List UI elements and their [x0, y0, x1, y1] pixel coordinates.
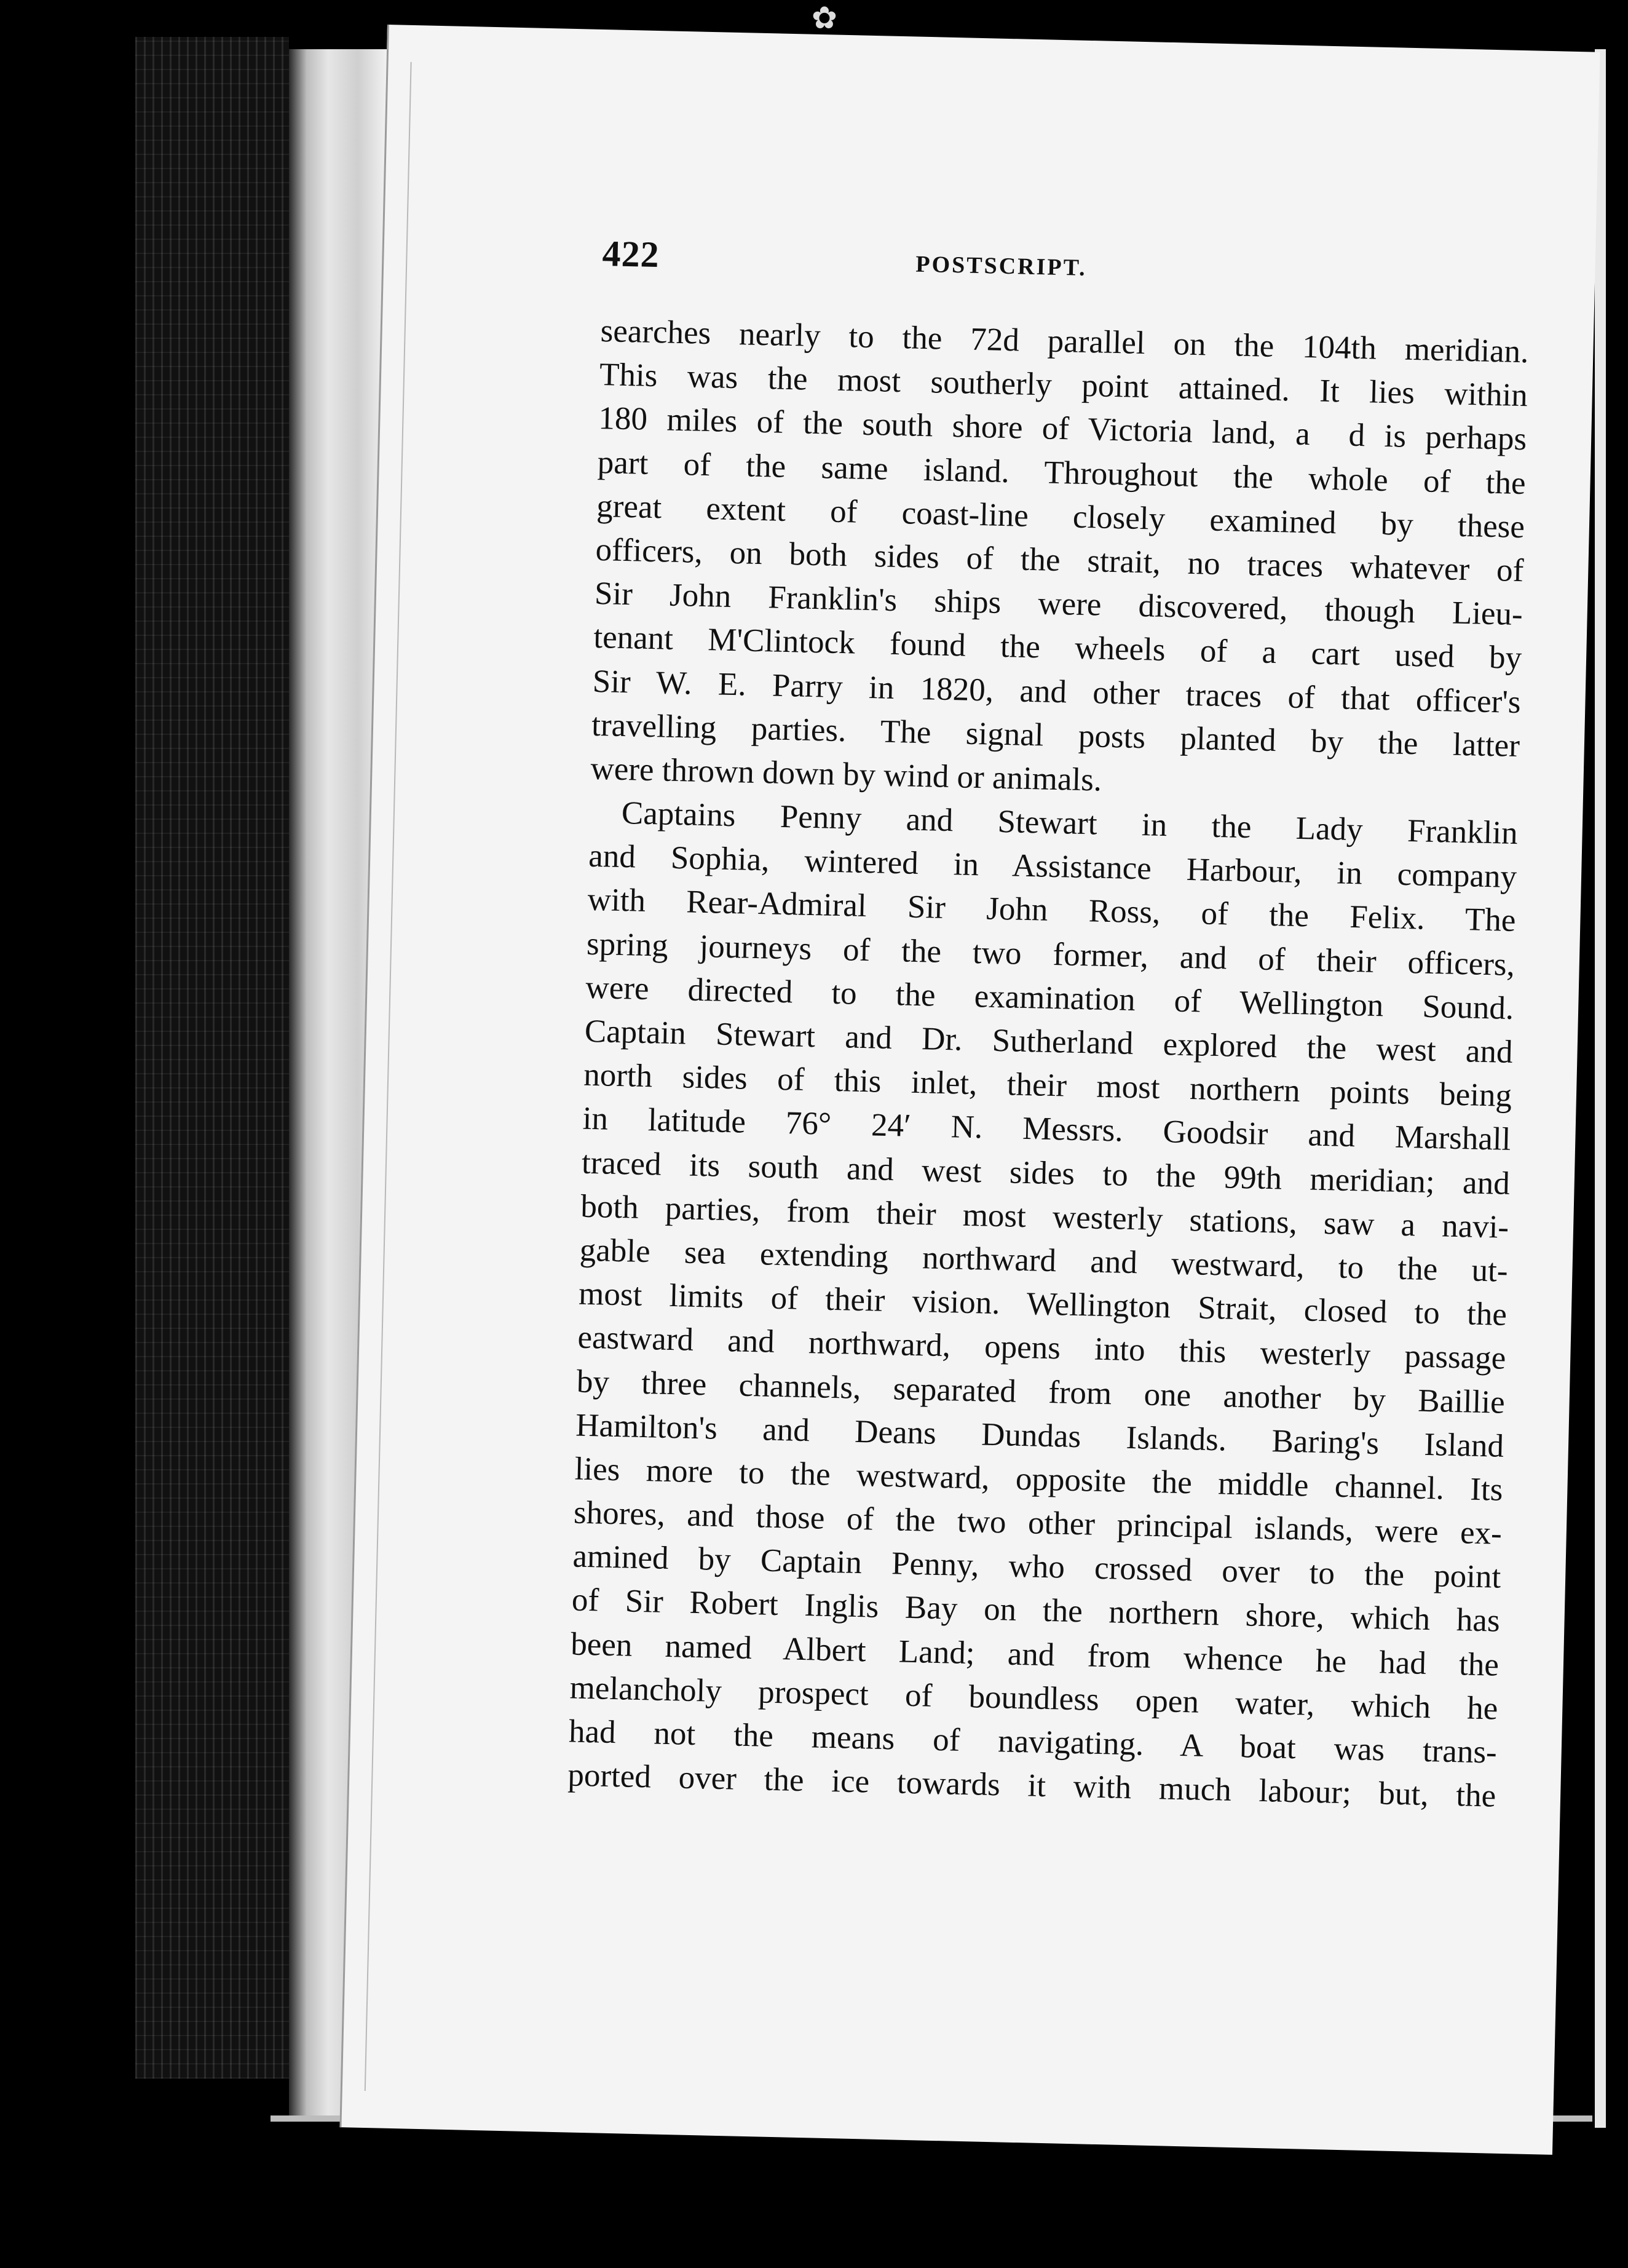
text-line: eastward and northward, opens into this westerly passage — [577, 1319, 1506, 1377]
page-right-edge — [1592, 49, 1606, 2128]
text-line: part of the same island. Throughout the whole of the — [597, 444, 1527, 501]
text-line: melancholy prospect of boundless open water, which he — [569, 1670, 1498, 1727]
text-line: Captains Penny and Stewart in the Lady Franklin — [621, 795, 1519, 852]
text-line: both parties, from their most westerly stations, saw a navi- — [580, 1188, 1509, 1245]
text-line: This was the most southerly point attained. It lies within — [599, 357, 1528, 414]
text-line: travelling parties. The signal posts planted by the latter — [591, 707, 1520, 764]
text-line: Captain Stewart and Dr. Sutherland explored the west and — [584, 1013, 1514, 1070]
printed-page — [339, 25, 1600, 2155]
text-line: had not the means of navigating. A boat was trans- — [568, 1713, 1498, 1770]
text-line: Sir John Franklin's ships were discovered, though Lieu- — [594, 576, 1523, 633]
text-line: officers, on both sides of the strait, no traces whatever of — [595, 531, 1524, 589]
text-line: by three channels, separated from one another by Baillie — [576, 1363, 1506, 1421]
page-number: 422 — [601, 233, 660, 276]
text-line: shores, and those of the two other principal islands, were ex- — [573, 1494, 1503, 1552]
body-text — [567, 309, 1530, 1818]
text-line: were thrown down by wind or animals. — [590, 750, 1102, 798]
text-line: tenant M'Clintock found the wheels of a cart used by — [593, 619, 1522, 676]
text-line: gable sea extending northward and westward, to the ut- — [579, 1232, 1509, 1289]
text-line: ported over the ice towards it with much labour; but, the — [567, 1757, 1496, 1814]
text-line: lies more to the westward, opposite the middle channel. Its — [574, 1451, 1504, 1508]
text-line: were directed to the examination of Wellington Sound. — [585, 969, 1514, 1026]
scan-speck: ✿ — [812, 0, 837, 36]
text-line: traced its south and west sides to the 99th meridian; and — [581, 1144, 1511, 1202]
text-line: amined by Captain Penny, who crossed over to the point — [572, 1538, 1501, 1595]
page-header — [601, 232, 1531, 309]
text-line: searches nearly to the 72d parallel on the 104th meridian. — [600, 313, 1530, 370]
text-line: with Rear-Admiral Sir John Ross, of the Felix. The — [587, 882, 1517, 939]
text-line: Sir W. E. Parry in 1820, and other traces of that officer's — [592, 663, 1522, 720]
text-line: spring journeys of the two former, and of their officers, — [586, 926, 1515, 983]
text-line: most limits of their vision. Wellington Strait, closed to the — [578, 1275, 1507, 1333]
text-line: Hamilton's and Deans Dundas Islands. Baring's Island — [575, 1407, 1504, 1464]
text-line: of Sir Robert Inglis Bay on the northern shore, which has — [571, 1582, 1501, 1640]
text-line: been named Albert Land; and from whence he had the — [570, 1626, 1500, 1683]
text-line: 180 miles of the south shore of Victoria land, a d is perhaps — [598, 400, 1527, 458]
text-line: north sides of this inlet, their most northern points being — [583, 1057, 1512, 1114]
text-line: and Sophia, wintered in Assistance Harbour, in company — [588, 838, 1517, 895]
text-line: great extent of coast-line closely examined by these — [596, 488, 1525, 545]
text-line: in latitude 76° 24′ N. Messrs. Goodsir and Marshall — [582, 1101, 1511, 1158]
running-head: POSTSCRIPT. — [915, 251, 1088, 281]
book-spine — [135, 37, 289, 2079]
